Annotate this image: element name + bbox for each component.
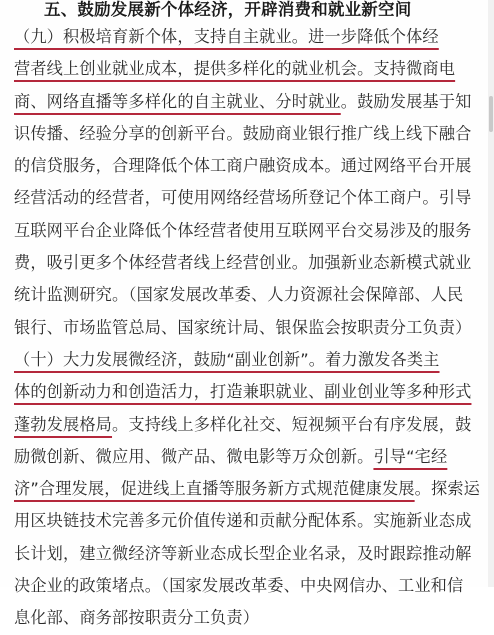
text-segment: 决企业的政策堵点。（国家发展改革委、中央网信办、工业和信	[14, 576, 464, 596]
text-segment: 识传播、经验分享的创新平台。鼓励商业银行推广线上线下融合	[14, 123, 472, 143]
underlined-text: 济”合理发展，促进线上直播等服务新方式规范健康发展	[14, 479, 415, 499]
text-line	[14, 441, 488, 473]
text-segment: 费，吸引更多个体经营者线上经营创业。加强新业态新模式就业	[14, 253, 472, 273]
text-line	[14, 215, 488, 247]
text-segment: 经营活动的经营者，可使用网络经营场所登记个体工商户。引导	[14, 188, 472, 208]
text-segment: 统计监测研究。（国家发展改革委、人力资源社会保障部、人民	[14, 285, 464, 305]
underlined-text: 营者线上创业就业成本，提供多样化的就业机会。支持微商电	[14, 59, 456, 79]
underlined-text: 体的创新动力和创造活力，打造兼职就业、副业创业等多种形式	[14, 382, 472, 402]
body-text	[14, 21, 488, 635]
text-segment: 长计划，建立微经济等新业态成长型企业名录，及时跟踪推动解	[14, 543, 472, 563]
text-line	[14, 53, 488, 85]
text-segment: 。探索运	[414, 479, 480, 499]
text-line	[14, 505, 488, 537]
section-heading: 五、鼓励发展新个体经济，开辟消费和就业新空间	[44, 0, 412, 19]
text-segment: 银行、市场监管总局、国家统计局、银保监会按职责分工负责）	[14, 317, 472, 337]
text-line	[14, 118, 488, 150]
text-segment: 。鼓励发展基于知	[340, 91, 472, 111]
text-segment: 用区块链技术完善多元价值传递和贡献分配体系。实施新业态成	[14, 511, 472, 531]
underlined-text: 蓬勃发展格局	[14, 414, 113, 434]
underlined-text: （十）大力发展微经济，鼓励“副业创新”。着力激发各类主	[14, 349, 440, 369]
text-line	[14, 409, 488, 441]
text-line	[14, 182, 488, 214]
text-segment: 励微创新、微应用、微产品、微电影等万众创新。	[14, 446, 374, 466]
scrollbar-thumb[interactable]	[489, 96, 493, 132]
underlined-text: 引导“宅经	[373, 446, 448, 466]
underlined-text: （九）积极培育新个体，支持自主就业。进一步降低个体经	[14, 27, 439, 46]
text-line	[14, 312, 488, 344]
text-line	[14, 21, 488, 53]
text-segment: 互联网平台企业降低个体经营者使用互联网平台交易涉及的服务	[14, 220, 472, 240]
text-line	[14, 570, 488, 602]
text-line	[14, 86, 488, 118]
text-line	[14, 473, 488, 505]
text-segment: 息化部、商务部按职责分工负责）	[14, 608, 260, 628]
text-line	[14, 279, 488, 311]
text-line	[14, 150, 488, 182]
scrollbar[interactable]	[488, 0, 494, 587]
text-line	[14, 376, 488, 408]
text-segment: 。支持线上多样化社交、短视频平台有序发展，鼓	[112, 414, 472, 434]
underlined-text: 商、网络直播等多样化的自主就业、分时就业	[14, 91, 341, 111]
text-segment: 的信贷服务，合理降低个体工商户融资成本。通过网络平台开展	[14, 156, 472, 176]
text-line	[14, 344, 488, 376]
text-line	[14, 538, 488, 570]
text-line	[14, 602, 488, 634]
text-line	[14, 247, 488, 279]
